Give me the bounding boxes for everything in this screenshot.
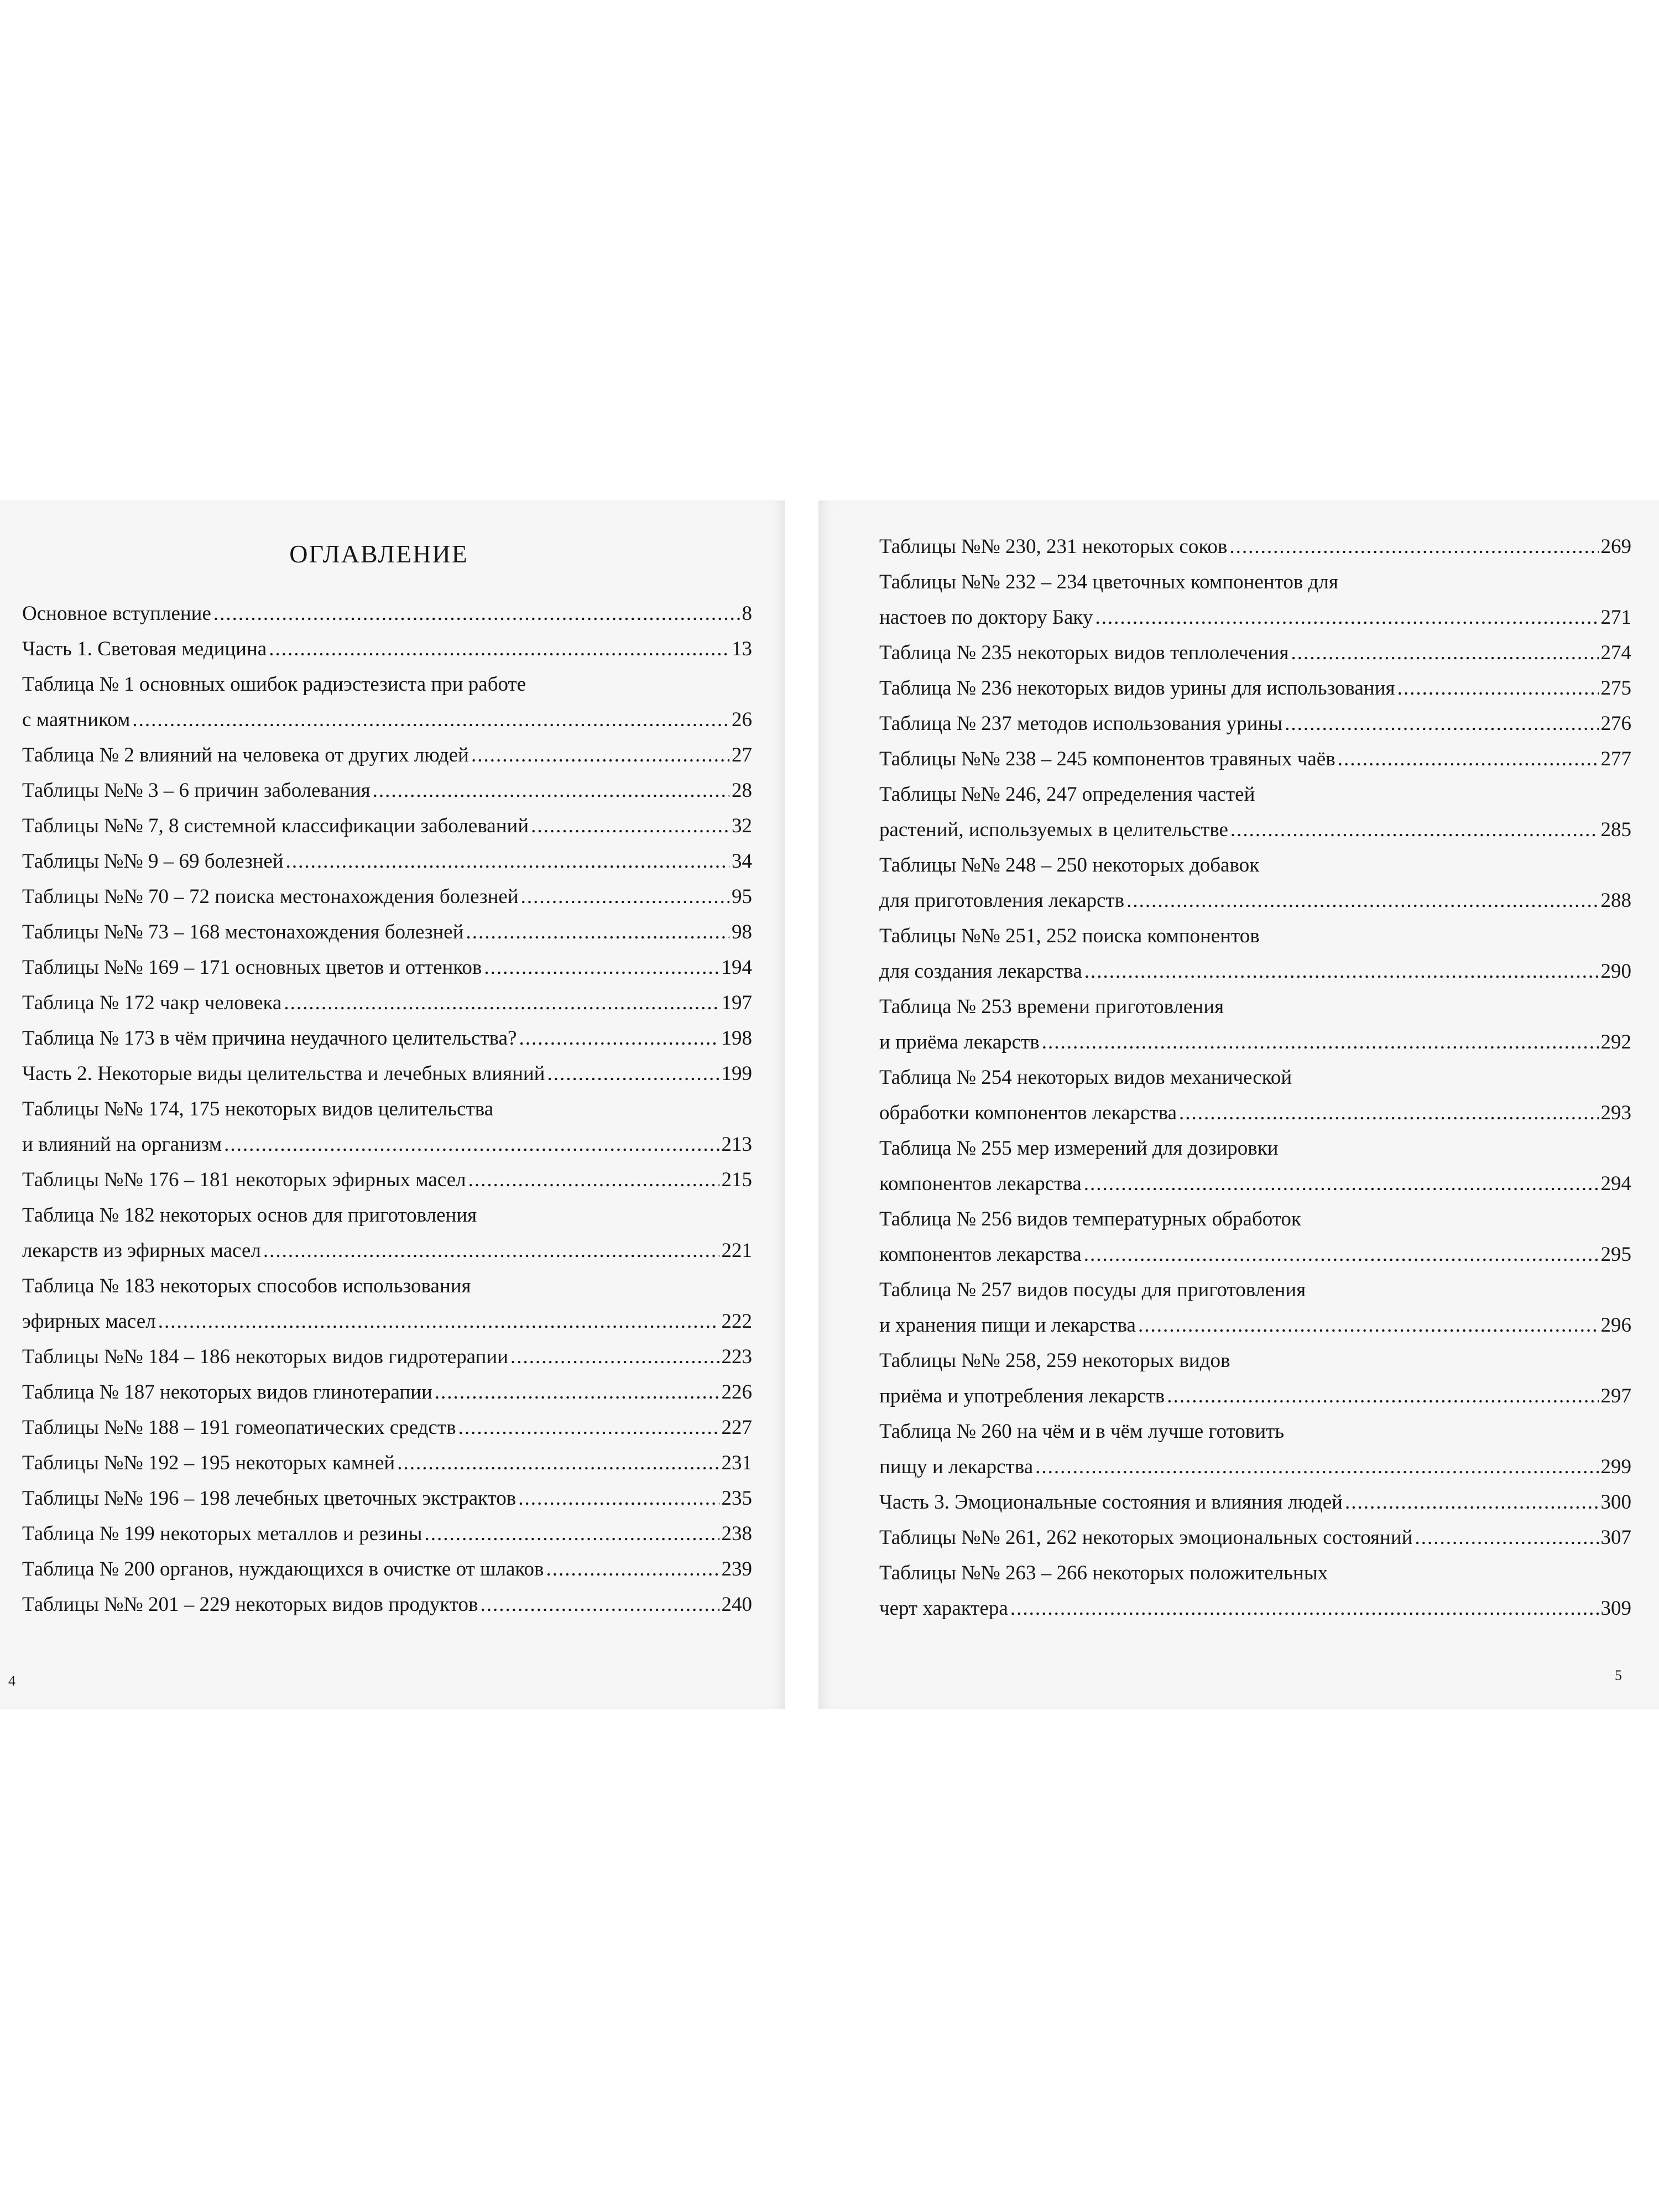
toc-entry-page: 299 <box>1600 1455 1631 1478</box>
toc-entry-text: Таблицы №№ 7, 8 системной классификации заболеваний <box>22 815 529 837</box>
toc-entry-page: 293 <box>1600 1102 1631 1124</box>
dot-leader <box>286 844 729 879</box>
dot-leader <box>435 1375 719 1410</box>
toc-entry <box>22 985 752 1021</box>
toc-entry-row <box>22 1304 752 1339</box>
toc-entry <box>879 706 1631 742</box>
toc-entry-row <box>22 773 752 808</box>
toc-entry-row <box>879 671 1631 706</box>
toc-entry-page: 295 <box>1600 1243 1631 1266</box>
dot-leader <box>518 1481 719 1516</box>
toc-entry <box>22 738 752 773</box>
toc-entry-text: для приготовления лекарств <box>879 889 1125 912</box>
toc-entry <box>879 635 1631 671</box>
toc-entry-row <box>879 635 1631 671</box>
toc-entry-page: 276 <box>1600 712 1631 735</box>
dot-leader <box>397 1446 719 1481</box>
toc-entry-row <box>22 1375 752 1410</box>
toc-entry-page: 222 <box>721 1310 752 1333</box>
toc-entry-row <box>879 1237 1631 1272</box>
toc-entry <box>22 1092 752 1162</box>
toc-entry-text: Таблицы №№ 9 – 69 болезней <box>22 850 284 873</box>
toc-entry <box>879 1520 1631 1556</box>
toc-entry-text: Основное вступление <box>22 602 211 625</box>
dot-leader <box>1035 1449 1598 1485</box>
toc-entry-row <box>879 883 1631 919</box>
toc-entry <box>22 844 752 879</box>
toc-entry-text: и влияний на организм <box>22 1133 222 1156</box>
toc-entry-page: 285 <box>1600 818 1631 841</box>
toc-entry <box>22 915 752 950</box>
left-page <box>0 500 785 1709</box>
toc-entry-page: 231 <box>721 1452 752 1474</box>
dot-leader <box>1010 1591 1599 1626</box>
toc-entry-page: 307 <box>1600 1526 1631 1549</box>
dot-leader <box>468 1162 719 1198</box>
toc-entry-text: Таблицы №№ 263 – 266 некоторых положительных <box>879 1562 1328 1584</box>
toc-title: ОГЛАВЛЕНИЕ <box>289 540 468 568</box>
toc-entry-page: 235 <box>721 1487 752 1510</box>
toc-entry <box>22 1021 752 1056</box>
toc-entry-text: растений, используемых в целительстве <box>879 818 1228 841</box>
toc-entry <box>22 1446 752 1481</box>
toc-entry-page: 296 <box>1600 1314 1631 1337</box>
toc-entry-text: Часть 1. Световая медицина <box>22 638 267 660</box>
toc-entry-text: Таблица № 187 некоторых видов глинотерапии <box>22 1381 432 1404</box>
toc-entry-text: Таблицы №№ 73 – 168 местонахождения болезней <box>22 921 464 943</box>
toc-entry-page: 297 <box>1600 1385 1631 1407</box>
toc-entry <box>879 1343 1631 1414</box>
dot-leader <box>521 879 729 915</box>
toc-entry-page: 194 <box>721 956 752 979</box>
toc-entry-row <box>879 1095 1631 1131</box>
toc-entry-text: Таблицы №№ 196 – 198 лечебных цветочных экстрактов <box>22 1487 517 1510</box>
toc-entry-row <box>879 600 1631 635</box>
toc-entry <box>22 1552 752 1587</box>
toc-entry-row <box>22 596 752 632</box>
toc-entry-text: Таблица № 255 мер измерений для дозировки <box>879 1137 1279 1160</box>
dot-leader <box>1167 1379 1598 1414</box>
toc-entry <box>879 1060 1631 1131</box>
toc-entry <box>879 1272 1631 1343</box>
toc-entry-page: 8 <box>742 602 752 625</box>
toc-entry-row <box>22 1127 752 1162</box>
toc-entry-page: 26 <box>732 708 752 731</box>
toc-entry-text: Таблица № 253 времени приготовления <box>879 995 1224 1018</box>
toc-entry-text: Таблицы №№ 232 – 234 цветочных компонентов для <box>879 571 1338 593</box>
toc-entry-text: Таблицы №№ 192 – 195 некоторых камней <box>22 1452 395 1474</box>
toc-entry-row <box>22 1233 752 1269</box>
dot-leader <box>1084 954 1599 989</box>
toc-entry-row <box>879 954 1631 989</box>
toc-entry <box>22 596 752 632</box>
dot-leader <box>132 702 729 738</box>
toc-entry-text: Таблицы №№ 251, 252 поиска компонентов <box>879 925 1260 947</box>
toc-entry <box>22 1269 752 1339</box>
dot-leader <box>466 915 729 950</box>
dot-leader <box>1285 706 1598 742</box>
toc-entry <box>22 1587 752 1623</box>
toc-entry-text: черт характера <box>879 1597 1008 1620</box>
toc-entry-text: Таблицы №№ 169 – 171 основных цветов и оттенков <box>22 956 482 979</box>
dot-leader <box>471 738 729 773</box>
toc-entry-page: 238 <box>721 1522 752 1545</box>
dot-leader <box>425 1516 719 1552</box>
toc-entry-text: компонентов лекарства <box>879 1172 1082 1195</box>
toc-entry-text: Таблица № 199 некоторых металлов и резины <box>22 1522 422 1545</box>
dot-leader <box>373 773 729 808</box>
toc-entry <box>879 742 1631 777</box>
toc-entry-row <box>22 738 752 773</box>
toc-entry-text: Таблицы №№ 176 – 181 некоторых эфирных масел <box>22 1168 466 1191</box>
toc-entry-text: лекарств из эфирных масел <box>22 1239 261 1262</box>
toc-entry-text: Таблица № 235 некоторых видов теплолечения <box>879 641 1289 664</box>
toc-entry-page: 213 <box>721 1133 752 1156</box>
toc-entry-text: Таблицы №№ 261, 262 некоторых эмоциональных состояний <box>879 1526 1413 1549</box>
toc-entry-page: 13 <box>732 638 752 660</box>
toc-entry <box>879 671 1631 706</box>
dot-leader <box>1229 529 1598 565</box>
toc-entry-text: Таблицы №№ 258, 259 некоторых видов <box>879 1349 1230 1372</box>
toc-entry-page: 199 <box>721 1062 752 1085</box>
toc-entry-text: Таблицы №№ 246, 247 определения частей <box>879 783 1255 806</box>
dot-leader <box>213 596 740 632</box>
toc-entry-text: Таблицы №№ 184 – 186 некоторых видов гидротерапии <box>22 1345 508 1368</box>
toc-entry-text: Таблица № 2 влияний на человека от других людей <box>22 744 469 766</box>
toc-entry <box>879 848 1631 919</box>
toc-entry-row <box>879 1485 1631 1520</box>
toc-entry-page: 240 <box>721 1593 752 1616</box>
toc-entry <box>22 632 752 667</box>
toc-entry-page: 239 <box>721 1558 752 1580</box>
toc-entry-row <box>879 1025 1631 1060</box>
toc-entry-page: 309 <box>1600 1597 1631 1620</box>
toc-entry <box>22 773 752 808</box>
toc-entry-text: Таблицы №№ 248 – 250 некоторых добавок <box>879 854 1260 877</box>
dot-leader <box>1138 1308 1599 1343</box>
toc-entry <box>879 1485 1631 1520</box>
dot-leader <box>158 1304 719 1339</box>
toc-entry-page: 275 <box>1600 677 1631 700</box>
toc-entry-page: 98 <box>732 921 752 943</box>
dot-leader <box>263 1233 719 1269</box>
dot-leader <box>1084 1237 1599 1272</box>
toc-entry-page: 288 <box>1600 889 1631 912</box>
dot-leader <box>1338 742 1599 777</box>
toc-entry-row <box>879 1520 1631 1556</box>
toc-entry-text: Таблица № 183 некоторых способов использования <box>22 1275 471 1297</box>
toc-entry-row <box>22 1552 752 1587</box>
toc-entry <box>22 1339 752 1375</box>
toc-entry-page: 28 <box>732 779 752 802</box>
toc-entry-text: с маятником <box>22 708 131 731</box>
toc-entry-text: эфирных масел <box>22 1310 156 1333</box>
toc-entry-text: Таблица № 1 основных ошибок радиэстезиста при работе <box>22 673 526 696</box>
toc-entry-page: 294 <box>1600 1172 1631 1195</box>
toc-entry-row <box>22 1410 752 1446</box>
toc-entry-text: Таблицы №№ 3 – 6 причин заболевания <box>22 779 371 802</box>
toc-entry-row <box>879 812 1631 848</box>
toc-entry-row <box>22 879 752 915</box>
toc-entry-text: Таблицы №№ 174, 175 некоторых видов целительства <box>22 1098 494 1120</box>
toc-entry-row <box>879 1379 1631 1414</box>
toc-entry-page: 221 <box>721 1239 752 1262</box>
toc-entry-text: Таблицы №№ 230, 231 некоторых соков <box>879 535 1228 558</box>
toc-entry-row <box>879 529 1631 565</box>
toc-entry <box>22 950 752 985</box>
toc-entry-row <box>879 1166 1631 1202</box>
toc-entry-text: Таблица № 260 на чём и в чём лучше готовить <box>879 1420 1285 1443</box>
toc-entry-row <box>879 1449 1631 1485</box>
toc-entry-text: Таблица № 257 видов посуды для приготовления <box>879 1279 1306 1301</box>
toc-entry-page: 197 <box>721 992 752 1014</box>
toc-entry-text: и хранения пищи и лекарства <box>879 1314 1136 1337</box>
book-gutter <box>785 500 818 1709</box>
toc-entry-row <box>879 1308 1631 1343</box>
toc-entry <box>879 1556 1631 1626</box>
dot-leader <box>546 1552 719 1587</box>
toc-entry-text: настоев по доктору Баку <box>879 606 1093 629</box>
toc-entry-page: 274 <box>1600 641 1631 664</box>
toc-entry-row <box>22 1056 752 1092</box>
toc-entry-row <box>22 915 752 950</box>
toc-entry <box>22 1375 752 1410</box>
toc-entry-row <box>22 1339 752 1375</box>
toc-entry-text: обработки компонентов лекарства <box>879 1102 1177 1124</box>
toc-entry <box>879 989 1631 1060</box>
toc-entry-row <box>22 1162 752 1198</box>
toc-entry-page: 223 <box>721 1345 752 1368</box>
toc-entry-row <box>22 985 752 1021</box>
toc-entry-page: 226 <box>721 1381 752 1404</box>
toc-entry-row <box>22 702 752 738</box>
dot-leader <box>1179 1095 1598 1131</box>
toc-entry-page: 277 <box>1600 748 1631 770</box>
toc-entry-text: Таблица № 256 видов температурных обработок <box>879 1208 1301 1230</box>
toc-entry <box>22 1056 752 1092</box>
toc-list-right <box>879 529 1631 1626</box>
toc-entry-text: Таблица № 172 чакр человека <box>22 992 282 1014</box>
toc-entry <box>879 1202 1631 1272</box>
dot-leader <box>531 808 729 844</box>
toc-entry-page: 271 <box>1600 606 1631 629</box>
toc-entry-text: Часть 3. Эмоциональные состояния и влияния людей <box>879 1491 1343 1514</box>
toc-entry-text: Таблица № 236 некоторых видов урины для использования <box>879 677 1395 700</box>
toc-entry-page: 198 <box>721 1027 752 1050</box>
toc-entry-text: Таблица № 200 органов, нуждающихся в очистке от шлаков <box>22 1558 544 1580</box>
toc-entry-row <box>879 1591 1631 1626</box>
toc-entry-page: 300 <box>1600 1491 1631 1514</box>
page-number-right: 5 <box>1615 1667 1622 1683</box>
dot-leader <box>1291 635 1598 671</box>
toc-entry <box>22 1516 752 1552</box>
toc-entry-row <box>22 844 752 879</box>
toc-entry-page: 95 <box>732 885 752 908</box>
toc-entry <box>879 529 1631 565</box>
toc-entry-page: 215 <box>721 1168 752 1191</box>
toc-entry-text: Часть 2. Некоторые виды целительства и лечебных влияний <box>22 1062 545 1085</box>
right-page <box>818 500 1659 1709</box>
dot-leader <box>1126 883 1598 919</box>
toc-entry-row <box>22 1446 752 1481</box>
toc-entry <box>22 879 752 915</box>
toc-entry-text: Таблицы №№ 201 – 229 некоторых видов продуктов <box>22 1593 478 1616</box>
dot-leader <box>1084 1166 1599 1202</box>
dot-leader <box>1095 600 1598 635</box>
toc-entry-page: 292 <box>1600 1031 1631 1053</box>
toc-entry-text: и приёма лекарств <box>879 1031 1040 1053</box>
dot-leader <box>547 1056 719 1092</box>
toc-entry-text: пищу и лекарства <box>879 1455 1034 1478</box>
dot-leader <box>1230 812 1599 848</box>
toc-entry-text: для создания лекарства <box>879 960 1082 983</box>
toc-entry-row <box>22 950 752 985</box>
toc-entry-row <box>22 808 752 844</box>
toc-entry-text: Таблица № 237 методов использования урины <box>879 712 1283 735</box>
toc-entry-text: Таблицы №№ 238 – 245 компонентов травяных чаёв <box>879 748 1335 770</box>
toc-entry <box>22 1198 752 1269</box>
toc-entry <box>22 1162 752 1198</box>
dot-leader <box>484 950 719 985</box>
toc-entry-text: Таблицы №№ 188 – 191 гомеопатических средств <box>22 1416 456 1439</box>
toc-entry-row <box>22 632 752 667</box>
dot-leader <box>519 1021 719 1056</box>
toc-entry-page: 27 <box>732 744 752 766</box>
toc-entry <box>22 667 752 738</box>
toc-entry <box>22 1410 752 1446</box>
toc-entry-page: 34 <box>732 850 752 873</box>
dot-leader <box>1397 671 1599 706</box>
toc-entry-text: приёма и употребления лекарств <box>879 1385 1165 1407</box>
toc-entry-row <box>22 1516 752 1552</box>
toc-entry-text: Таблица № 173 в чём причина неудачного целительства? <box>22 1027 517 1050</box>
dot-leader <box>269 632 729 667</box>
toc-entry-row <box>22 1587 752 1623</box>
toc-entry-page: 32 <box>732 815 752 837</box>
toc-entry-row <box>22 1021 752 1056</box>
toc-entry-text: компонентов лекарства <box>879 1243 1082 1266</box>
toc-entry-row <box>22 1481 752 1516</box>
dot-leader <box>1345 1485 1599 1520</box>
dot-leader <box>480 1587 719 1623</box>
page-number-left: 4 <box>8 1673 15 1689</box>
dot-leader <box>284 985 719 1021</box>
dot-leader <box>458 1410 719 1446</box>
toc-entry <box>22 808 752 844</box>
toc-entry <box>879 1131 1631 1202</box>
toc-entry-text: Таблица № 182 некоторых основ для приготовления <box>22 1204 477 1227</box>
dot-leader <box>510 1339 719 1375</box>
toc-entry-text: Таблица № 254 некоторых видов механической <box>879 1066 1292 1089</box>
toc-list-left <box>22 596 752 1623</box>
toc-entry <box>22 1481 752 1516</box>
toc-entry-row <box>879 706 1631 742</box>
toc-entry <box>879 565 1631 635</box>
toc-entry <box>879 919 1631 989</box>
toc-entry <box>879 1414 1631 1485</box>
dot-leader <box>1415 1520 1598 1556</box>
toc-entry-text: Таблицы №№ 70 – 72 поиска местонахождения болезней <box>22 885 519 908</box>
toc-entry-page: 269 <box>1600 535 1631 558</box>
toc-entry-page: 227 <box>721 1416 752 1439</box>
toc-entry <box>879 777 1631 848</box>
toc-entry-row <box>879 742 1631 777</box>
dot-leader <box>1042 1025 1599 1060</box>
dot-leader <box>224 1127 719 1162</box>
toc-entry-page: 290 <box>1600 960 1631 983</box>
